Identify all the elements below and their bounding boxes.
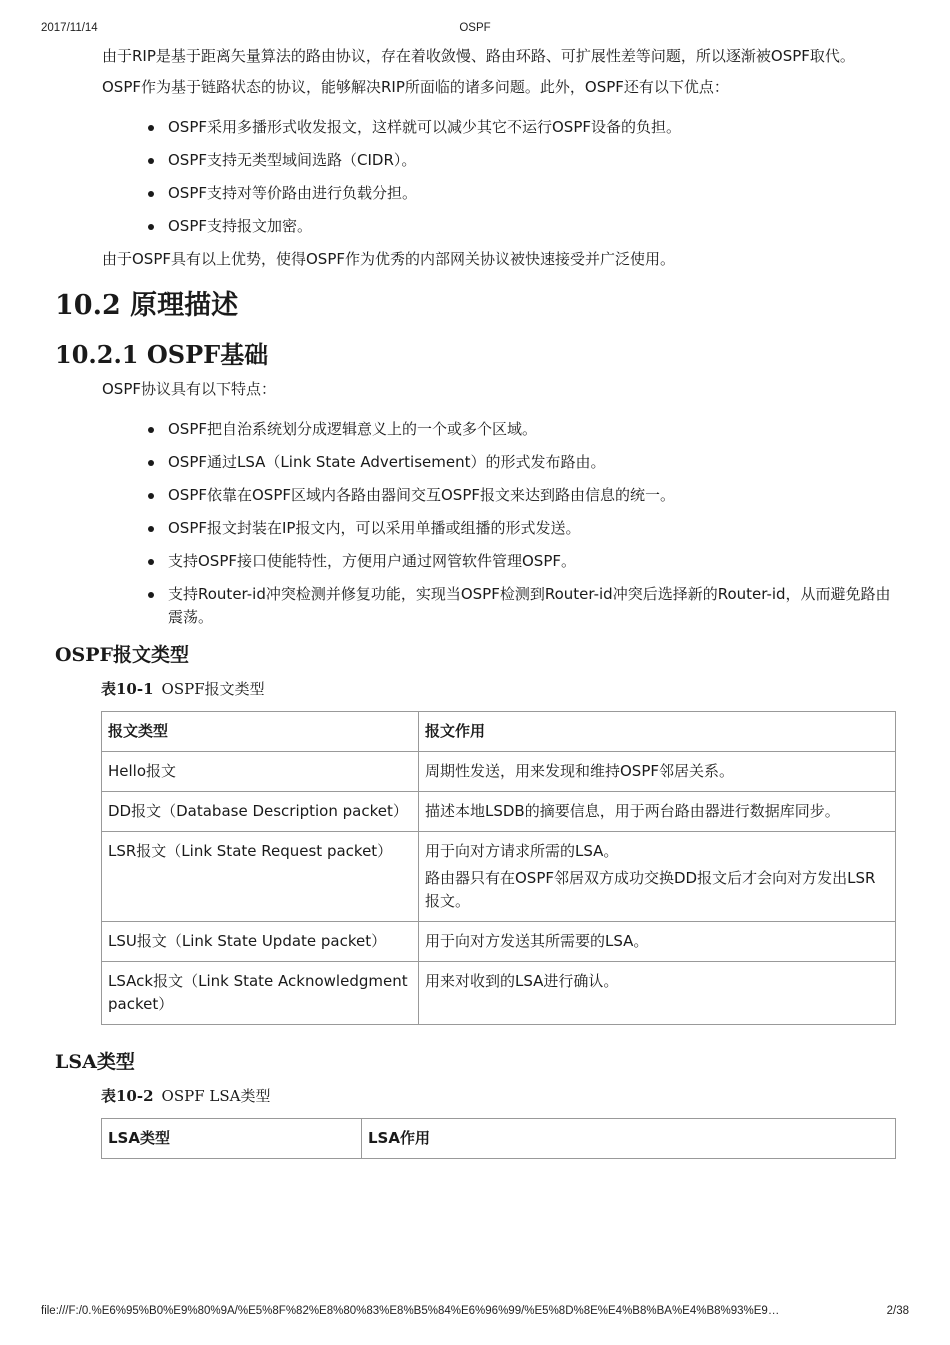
column-header: 报文类型 xyxy=(102,712,419,752)
intro-paragraph-ospf: OSPF作为基于链路状态的协议，能够解决RIP所面临的诸多问题。此外，OSPF还有以下优点： xyxy=(102,78,729,96)
list-item: 支持Router-id冲突检测并修复功能，实现当OSPF检测到Router-id冲突后选择新的Router-id，从而避免路由震荡。 xyxy=(168,583,898,629)
packet-type-cell: LSAck报文（Link State Acknowledgment packet） xyxy=(102,962,419,1025)
print-footer xyxy=(41,1305,909,1321)
column-header: 报文作用 xyxy=(419,712,896,752)
features-intro: OSPF协议具有以下特点： xyxy=(102,380,277,398)
packet-type-cell: LSR报文（Link State Request packet） xyxy=(102,832,419,922)
lsa-types-heading: LSA类型 xyxy=(55,1051,135,1073)
purpose-line: 用来对收到的LSA进行确认。 xyxy=(425,972,619,990)
print-title: OSPF xyxy=(459,22,491,34)
purpose-line: 路由器只有在OSPF邻居双方成功交换DD报文后才会向对方发出LSR报文。 xyxy=(425,869,876,910)
column-header: LSA类型 xyxy=(102,1119,362,1159)
table-caption-text: OSPF报文类型 xyxy=(161,680,265,698)
table-row xyxy=(102,922,896,962)
table-row xyxy=(102,832,896,922)
section-title: 10.2 原理描述 xyxy=(55,290,239,321)
table-number: 表10-2 xyxy=(101,1087,154,1105)
list-item: OSPF通过LSA（Link State Advertisement）的形式发布路由。 xyxy=(168,451,898,474)
lsa-types-table xyxy=(101,1118,896,1159)
table-row xyxy=(102,962,896,1025)
packet-types-heading: OSPF报文类型 xyxy=(55,644,190,666)
subsection-title: 10.2.1 OSPF基础 xyxy=(55,340,269,369)
intro-paragraph-rip: 由于RIP是基于距离矢量算法的路由协议，存在着收敛慢、路由环路、可扩展性差等问题，所以逐渐被OSPF取代。 xyxy=(102,47,855,65)
list-item: 支持OSPF接口使能特性，方便用户通过网管软件管理OSPF。 xyxy=(168,550,898,573)
table-row xyxy=(102,752,896,792)
page-number: 2/38 xyxy=(886,1305,909,1317)
packet-type-cell: DD报文（Database Description packet） xyxy=(102,792,419,832)
packet-types-table xyxy=(101,711,896,1025)
list-item: OSPF支持无类型域间选路（CIDR）。 xyxy=(168,149,898,172)
list-item: OSPF依靠在OSPF区域内各路由器间交互OSPF报文来达到路由信息的统一。 xyxy=(168,484,898,507)
document-content xyxy=(0,45,950,1159)
list-item: OSPF报文封装在IP报文内，可以采用单播或组播的形式发送。 xyxy=(168,517,898,540)
ospf-advantages-list xyxy=(0,116,950,238)
packet-purpose-cell xyxy=(419,832,896,922)
purpose-line: 描述本地LSDB的摘要信息，用于两台路由器进行数据库同步。 xyxy=(425,802,840,820)
list-item: OSPF支持对等价路由进行负载分担。 xyxy=(168,182,898,205)
table-header-row xyxy=(102,712,896,752)
file-url: file:///F:/0.%E6%95%B0%E9%80%9A/%E5%8F%82%E8%80%83%E8%B5%84%E6%96%99/%E5%8D%8E%E4%B8%BA%E4%B8%93%E9… xyxy=(41,1305,780,1317)
table-caption xyxy=(0,678,950,700)
column-header: LSA作用 xyxy=(362,1119,896,1159)
table-row xyxy=(102,792,896,832)
print-header xyxy=(41,22,909,38)
purpose-line: 周期性发送，用来发现和维持OSPF邻居关系。 xyxy=(425,762,735,780)
packet-purpose-cell xyxy=(419,922,896,962)
list-item: OSPF把自治系统划分成逻辑意义上的一个或多个区域。 xyxy=(168,418,898,441)
packet-type-cell: LSU报文（Link State Update packet） xyxy=(102,922,419,962)
print-date: 2017/11/14 xyxy=(41,22,98,34)
table-header-row xyxy=(102,1119,896,1159)
packet-type-cell: Hello报文 xyxy=(102,752,419,792)
packet-purpose-cell xyxy=(419,752,896,792)
packet-purpose-cell xyxy=(419,792,896,832)
table-caption-text: OSPF LSA类型 xyxy=(161,1087,271,1105)
list-item: OSPF采用多播形式收发报文，这样就可以减少其它不运行OSPF设备的负担。 xyxy=(168,116,898,139)
ospf-features-list xyxy=(0,418,950,629)
list-item: OSPF支持报文加密。 xyxy=(168,215,898,238)
packet-purpose-cell xyxy=(419,962,896,1025)
purpose-line: 用于向对方请求所需的LSA。 xyxy=(425,842,619,860)
purpose-line: 用于向对方发送其所需要的LSA。 xyxy=(425,932,649,950)
table-number: 表10-1 xyxy=(101,680,154,698)
intro-paragraph-summary: 由于OSPF具有以上优势，使得OSPF作为优秀的内部网关协议被快速接受并广泛使用。 xyxy=(102,250,676,268)
table-caption xyxy=(0,1085,950,1107)
